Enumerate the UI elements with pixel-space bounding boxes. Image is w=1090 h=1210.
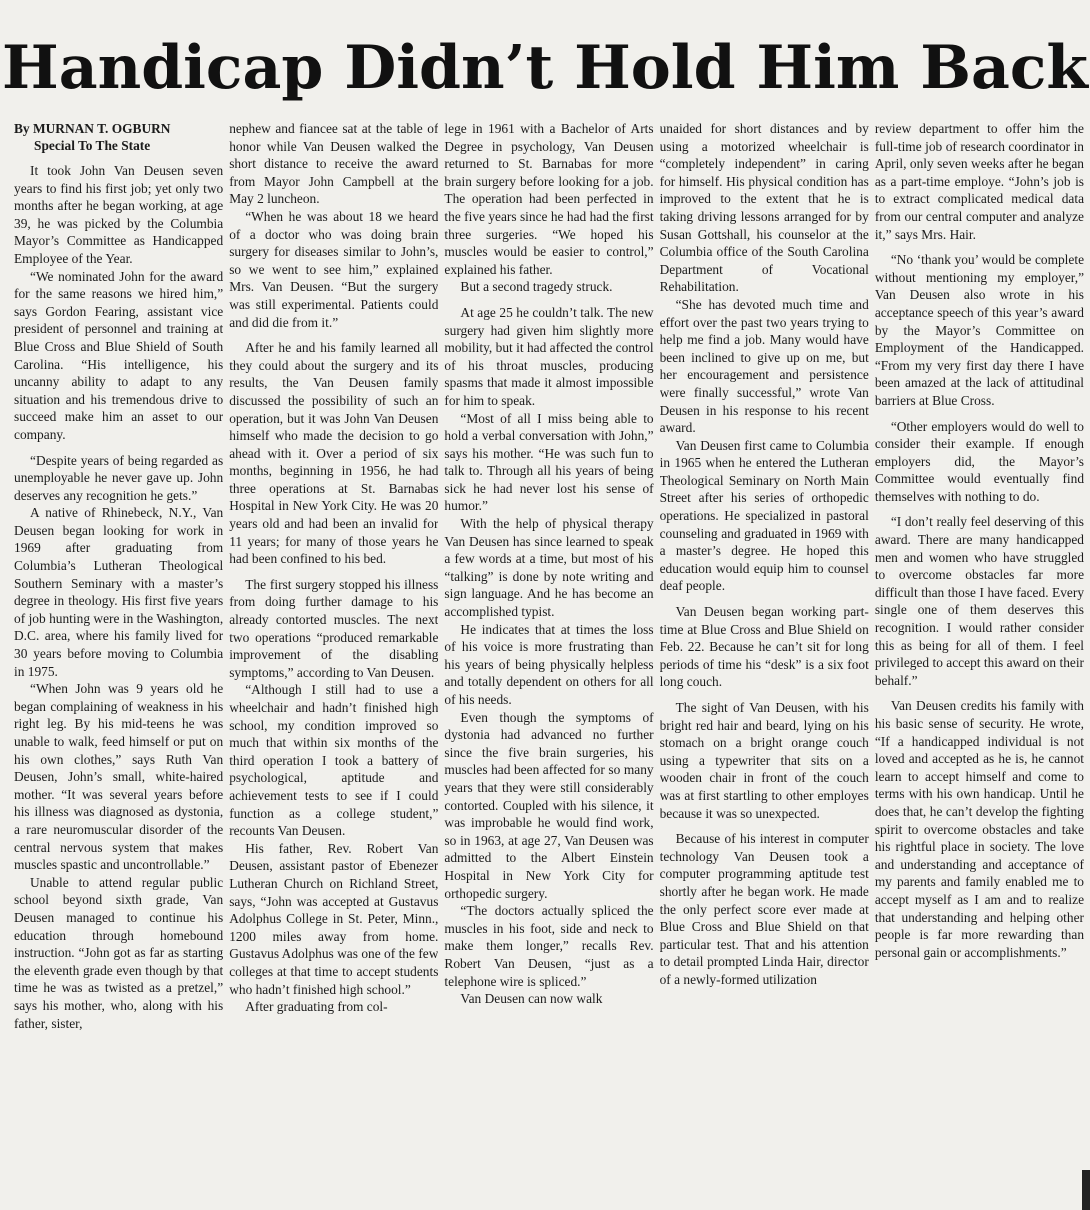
paragraph: It took John Van Deusen seven years to find his first job; yet only two months after he began working, at age 39, he was picked by the Columbia Mayor’s Committee as Handicapped Employee of the Year. — [14, 163, 224, 266]
paragraph: “Although I still had to use a wheelchair and hadn’t finished high school, my condition improved so much that within six months of the third operation I took a battery of psychological, aptitude and achievement tests to see if I could function as a college student,” recounts Van Deusen. — [229, 682, 439, 839]
headline: Handicap Didn’t Hold Him Back — [2, 33, 1088, 103]
byline — [14, 120, 223, 154]
paragraph: Because of his interest in computer technology Van Deusen took a computer programming aptitude test shortly after he began work. He made the only perfect score ever made at Blue Cross and Blue Shield on that particular test. That and his attention to detail prompted Linda Hair, director of a newly-formed utilization — [659, 831, 869, 987]
paragraph: “Despite years of being regarded as unemployable he never gave up. John deserves any recognition he gets.” — [14, 452, 224, 503]
paragraph: “I don’t really feel deserving of this award. There are many handicapped men and women who have struggled to overcome obstacles far more difficult than those I have faced. Every single one of them deserves this recognition. I would rather consider this as being for all of them. I feel privileged to accept this award on their behalf.” — [874, 514, 1084, 688]
paragraph: “When John was 9 years old he began complaining of weakness in his right leg. By his mid-teens he was unable to walk, feed himself or put on his own clothes,” says Ruth Van Deusen, John’s small, white-haired mother. “It was several years before his illness was diagnosed as dystonia, a rare neuromuscular disorder of the central nervous system that makes muscles spastic and uncontrollable.” — [14, 681, 224, 873]
paragraph: After he and his family learned all they could about the surgery and its results, the Van Deusen family discussed the possibility of such an operation, but it was John Van Deusen himself who made the decision to go ahead with it. Over a period of six months, beginning in 1956, he had three operations at St. Barnabas Hospital in New York City. He was 20 years old and had been an invalid for 11 years; for many of those years he had been confined to his bed. — [229, 340, 439, 567]
page-edge-marker — [1082, 1170, 1090, 1210]
paragraph: After graduating from col- — [245, 999, 388, 1015]
paragraph: “She has devoted much time and effort over the past two years trying to help me find a job. Many would have been inclined to give up on me, but her encouragement and persistence were finally successful,” wrote Van Deusen in his response to his recent award. — [659, 296, 869, 436]
paragraph: “Most of all I miss being able to hold a verbal conversation with John,” says his mother. “He was such fun to talk to. Through all his years of being sick he had never lost his sense of humor.” — [444, 410, 654, 514]
byline-affiliation: Special To The State — [34, 138, 151, 153]
paragraph: “When he was about 18 we heard of a doctor who was doing brain surgery for diseases similar to John’s, so we went to see him,” explained Mrs. Van Deusen. “But the surgery was still experimental. Patients could and did die from it.” — [229, 208, 439, 330]
article-body — [14, 120, 1084, 1205]
paragraph: With the help of physical therapy Van Deusen has since learned to speak a few words at a time, but most of his “talking” is done by note writing and sign language. And he has become an accomplished typist. — [444, 516, 654, 620]
column-3 — [444, 120, 653, 1205]
column-1 — [14, 120, 223, 1205]
paragraph: Van Deusen first came to Columbia in 1965 when he entered the Lutheran Theological Seminary on North Main Street after his series of orthopedic operations. He specialized in pastoral counseling and graduated in 1969 with a master’s degree. He hoped this education would equip him to counsel deaf people. — [659, 437, 869, 594]
paragraph: “Other employers would do well to consider their example. If enough employers did, the Mayor’s Committee would eventually find themselves with nothing to do. — [874, 418, 1084, 504]
paragraph: A native of Rhinebeck, N.Y., Van Deusen began looking for work in 1969 after graduating from Columbia’s Lutheran Theological Southern Seminary with a master’s degree in theology. His first five years of job hunting were in the Washington, D.C. area, where his family lived for 30 years before moving to Columbia in 1975. — [14, 505, 224, 679]
paragraph: nephew and fiancee sat at the table of honor while Van Deusen walked the short distance to receive the award from Mayor John Campbell at the May 2 luncheon. — [229, 121, 439, 207]
paragraph: “The doctors actually spliced the muscles in his foot, side and neck to make them longer,” recalls Rev. Robert Van Deusen, “just as a telephone wire is spliced.” — [444, 903, 654, 989]
paragraph: Even though the symptoms of dystonia had advanced no further since the five brain surgeries, his muscles had been affected for so many years that they were still considerably contorted. Coupled with his silence, it was improbable he would find work, so in 1963, at age 27, Van Deusen was admitted to the Albert Einstein Hospital in New York City for orthopedic surgery. — [444, 709, 654, 901]
byline-author: By MURNAN T. OGBURN — [14, 121, 171, 136]
paragraph: Van Deusen credits his family with his basic sense of security. He wrote, “If a handicapped individual is not loved and accepted as he is, he cannot learn to accept himself and come to terms with his own handicap. Until he does that, he can’t develop the fighting spirit to overcome obstacles and take his rightful place in society. The love and understanding and acceptance of my parents and family enabled me to accept myself as I am and to realize that understanding and helping other people is far more rewarding than personal gain or accomplishments.” — [874, 698, 1084, 960]
paragraph: Van Deusen can now walk — [460, 991, 603, 1007]
paragraph: His father, Rev. Robert Van Deusen, assistant pastor of Ebenezer Lutheran Church on Richland Street, says, “John was accepted at Gustavus Adolphus College in St. Peter, Minn., 1200 miles away from home. Gustavus Adolphus was one of the few colleges at that time to accept students who hadn’t finished high school.” — [229, 840, 439, 997]
paragraph: But a second tragedy struck. — [460, 279, 613, 295]
paragraph: Van Deusen began working part-time at Blue Cross and Blue Shield on Feb. 22. Because he can’t sit for long periods of time his “desk” is a six foot long couch. — [659, 604, 869, 690]
clipped-top-edge — [0, 0, 1090, 14]
paragraph: He indicates that at times the loss of his voice is more frustrating than his years of being physically helpless and totally dependent on others for all of his needs. — [444, 621, 654, 707]
paragraph: The sight of Van Deusen, with his bright red hair and beard, lying on his stomach on a bright orange couch using a typewriter that sits on a wooden chair in front of the couch was at first startling to other employes because it was so unexpected. — [659, 700, 869, 821]
paragraph: “We nominated John for the award for the same reasons we hired him,” says Gordon Fearing, assistant vice president of personnel and training at Blue Cross and Blue Shield of South Carolina. “His intelligence, his uncanny ability to adapt to any situation and his tremendous drive to succeed make him an asset to our company. — [14, 268, 224, 442]
column-5 — [875, 120, 1084, 1205]
paragraph: “No ‘thank you’ would be complete without mentioning my employer,” Van Deusen also wrote in his acceptance speech of this year’s award by the Mayor’s Committee on Employment of the Handicapped. “From my very first day there I have been amazed at the lack of attitudinal barriers at Blue Cross. — [874, 252, 1084, 408]
column-2 — [229, 120, 438, 1205]
paragraph: Unable to attend regular public school beyond sixth grade, Van Deusen managed to continue his education through homebound instruction. “John got as far as starting the eleventh grade even though by that time he was as twisted as a pretzel,” says his mother, who, along with his father, sister, — [14, 874, 224, 1031]
paragraph: At age 25 he couldn’t talk. The new surgery had given him slightly more mobility, but it had affected the control of his throat muscles, producing spasms that made it almost impossible for him to speak. — [444, 304, 654, 408]
paragraph: review department to offer him the full-time job of research coordinator in April, only seven weeks after he began as a part-time employe. “John’s job is to extract complicated medical data from our central computer and analyze it,” says Mrs. Hair. — [874, 121, 1084, 242]
column-4 — [660, 120, 869, 1205]
paragraph: lege in 1961 with a Bachelor of Arts Degree in psychology, Van Deusen returned to St. Barnabas for more brain surgery before looking for a job. The operation had been perfected in the five years since he had had the first three surgeries. “We hoped his muscles would be easier to control,” explained his father. — [444, 121, 654, 277]
paragraph: The first surgery stopped his illness from doing further damage to his already contorted muscles. The next two operations “produced remarkable improvement of the disabling symptoms,” according to Van Deusen. — [229, 576, 439, 680]
paragraph: unaided for short distances and by using a motorized wheelchair is “completely independent” in caring for himself. His physical condition has improved to the extent that he is taking driving lessons arranged for by Susan Gottshall, his counselor at the Columbia office of the South Carolina Department of Vocational Rehabilitation. — [659, 121, 869, 295]
